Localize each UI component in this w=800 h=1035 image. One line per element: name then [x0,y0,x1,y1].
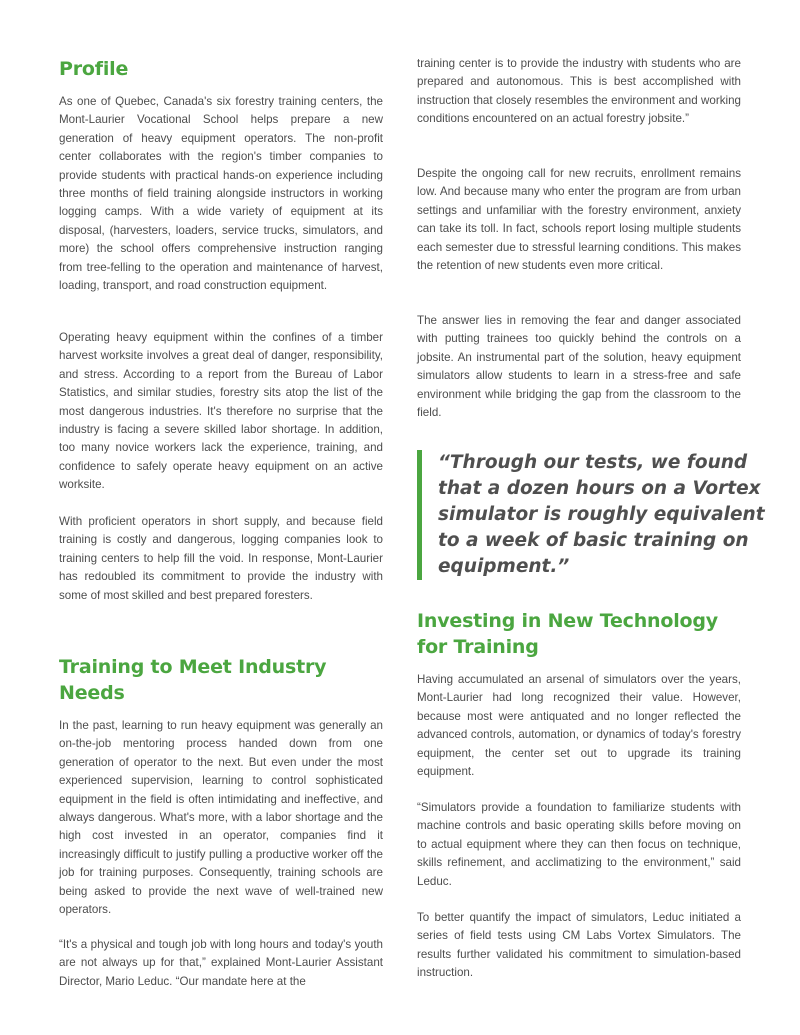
pull-quote [417,450,768,580]
investing-paragraph-2: “Simulators provide a foundation to familiarize students with machine controls and basic operating skills before moving on to actual equipment where they can then focus on technique, skills refinement, and acclimatizing to the environment,” said Leduc. [417,801,741,888]
profile-paragraph-2: Operating heavy equipment within the confines of a timber harvest worksite involves a great deal of danger, responsibility, and stress. According to a report from the Bureau of Labor Statistics, and similar studies, forestry sits atop the list of the most dangerous industries. It's therefore no surprise that the industry is facing a severe skilled labor shortage. In addition, too many novice workers lack the experience, training, and confidence to safely operate heavy equipment on an active worksite. [59,331,383,492]
profile-paragraph-1: As one of Quebec, Canada's six forestry training centers, the Mont-Laurier Vocational School helps prepare a new generation of heavy equipment operators. The non-profit center collaborates with the region's timber companies to provide students with practical hands-on experience including three months of field training alongside instructors in working logging camps. With a wide variety of equipment at its disposal, (harvesters, loaders, service trucks, simulators, and more) the school offers comprehensive instruction ranging from tree-felling to the operation and maintenance of harvest, loading, transport, and road construction equipment. [59,95,383,293]
pull-quote-text: “Through our tests, we found that a dozen hours on a Vortex simulator is roughly equivalent to a week of basic training on equipment.” [438,452,765,577]
continued-paragraph-3: The answer lies in removing the fear and danger associated with putting trainees too quickly behind the controls on a jobsite. An instrumental part of the solution, heavy equipment simulators allow students to learn in a stress-free and safe environment while bridging the gap from the classroom to the field. [417,314,741,420]
training-heading: Training to Meet Industry Needs [59,656,327,704]
continued-paragraph-1: training center is to provide the industry with students who are prepared and autonomous. This is best accomplished with instruction that closely resembles the environment and working conditions encountered on an actual forestry jobsite.” [417,57,741,126]
training-paragraph-1: In the past, learning to run heavy equipment was generally an on-the-job mentoring process handed down from one generation of operator to the next. But even under the most experienced supervision, learning to control sophisticated equipment in the field is often intimidating and ineffective, and always dangerous. What's more, with a labor shortage and the high cost invested in an operator, companies find it increasingly difficult to justify pulling a productive worker off the job for training purposes. Consequently, training schools are being asked to provide the next wave of well-trained new operators. [59,719,383,917]
investing-paragraph-1: Having accumulated an arsenal of simulators over the years, Mont-Laurier had long recognized their value. However, because most were antiquated and no longer reflected the advanced controls, automation, or dynamics of today's forestry equipment, the center set out to upgrade its training equipment. [417,673,741,779]
profile-paragraph-3: With proficient operators in short supply, and because field training is costly and dangerous, logging companies look to training centers to help fill the void. In response, Mont-Laurier has redoubled its commitment to provide the industry with some of most skilled and best prepared foresters. [59,515,383,602]
training-paragraph-2: “It's a physical and tough job with long hours and today's youth are not always up for that,” explained Mont-Laurier Assistant Director, Mario Leduc. “Our mandate here at the [59,938,383,988]
continued-paragraph-2: Despite the ongoing call for new recruits, enrollment remains low. And because many who enter the program are from urban settings and unfamiliar with the forestry environment, anxiety can take its toll. In fact, schools report losing multiple students each semester due to stressful learning conditions. This makes the retention of new students even more critical. [417,167,741,273]
investing-paragraph-3: To better quantify the impact of simulators, Leduc initiated a series of field tests using CM Labs Vortex Simulators. The results further validated his commitment to simulation-based instruction. [417,911,741,980]
investing-heading: Investing in New Technology for Training [417,610,718,658]
profile-heading: Profile [59,58,129,80]
